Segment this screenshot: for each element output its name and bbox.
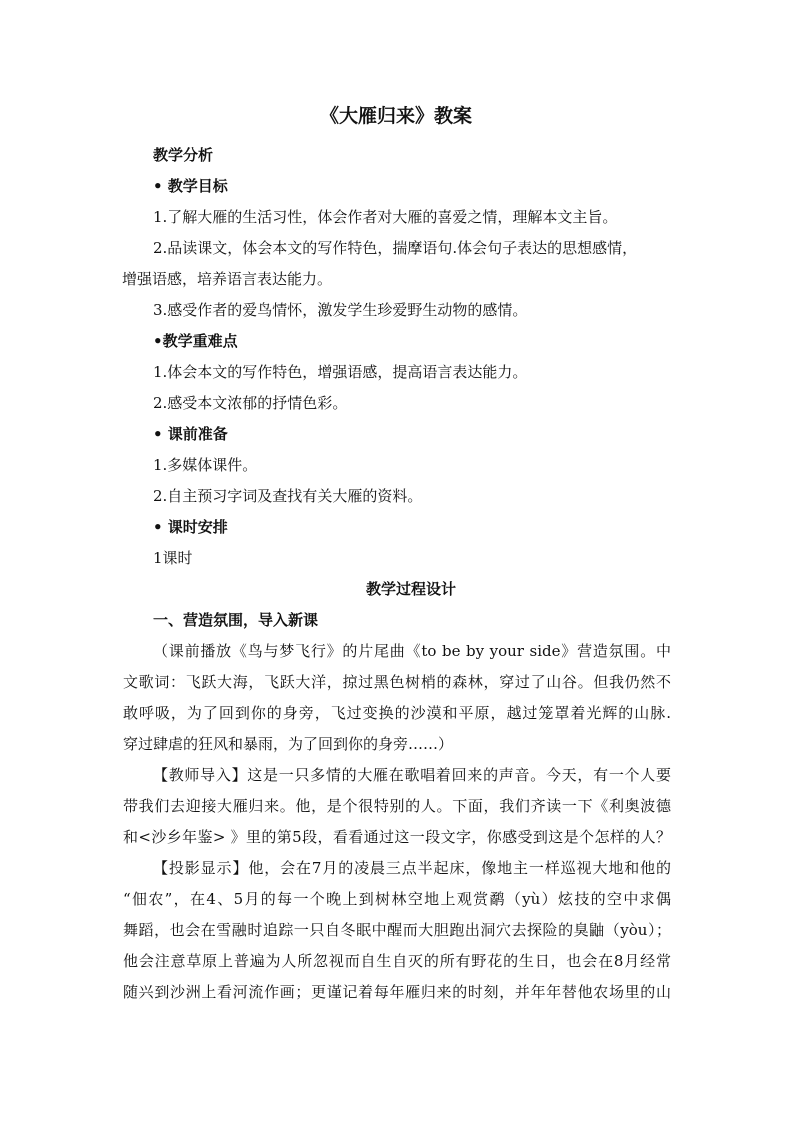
goals-heading: • 教学目标 — [153, 177, 228, 195]
goal-line: 1.了解大雁的生活习性，体会作者对大雁的喜爱之情，理解本文主旨。 — [153, 208, 618, 226]
key-point-line: 1.体会本文的写作特色，增强语感，提高语言表达能力。 — [153, 363, 528, 381]
step1-para1-line: （课前播放《鸟与梦飞行》的片尾曲《to be by your side》营造氛围。中 — [153, 642, 671, 660]
step1-para2-line: 【教师导入】这是一只多情的大雁在歌唱着回来的声音。今天，有一个人要 — [153, 766, 671, 784]
page-title: 《大雁归来》教案 — [320, 105, 473, 127]
analysis-heading: 教学分析 — [153, 146, 214, 164]
step1-para3-line: 随兴到沙洲上看河流作画；更谨记着每年雁归来的时刻，并年年替他农场里的山 — [123, 983, 671, 1001]
step1-para3-line: 舞蹈，也会在雪融时追踪一只自冬眠中醒而大胆跑出洞穴去探险的臭鼬（yòu）； — [123, 921, 671, 939]
goal-line: 2.品读课文，体会本文的写作特色，揣摩语句.体会句子表达的思想感情， — [153, 239, 638, 257]
step1-para1-line: 穿过肆虐的狂风和暴雨，为了回到你的身旁……） — [123, 735, 454, 753]
goal-line: 增强语感，培养语言表达能力。 — [122, 270, 333, 288]
key-points-heading: •教学重难点 — [153, 332, 238, 350]
preparation-line: 1.多媒体课件。 — [153, 456, 258, 474]
step1-para2-line: 带我们去迎接大雁归来。他，是个很特别的人。下面，我们齐读一下《利奥波德 — [123, 797, 671, 815]
key-point-line: 2.感受本文浓郁的抒情色彩。 — [153, 394, 348, 412]
schedule-heading: • 课时安排 — [153, 518, 228, 536]
step1-para1-line: 敢呼吸，为了回到你的身旁，飞过变换的沙漠和平原，越过笼罩着光辉的山脉. — [123, 704, 671, 722]
goal-line: 3.感受作者的爱鸟情怀，激发学生珍爱野生动物的感情。 — [153, 301, 528, 319]
preparation-heading: • 课前准备 — [153, 425, 228, 443]
step1-para3-line: 他会注意草原上普遍为人所忽视而自生自灭的所有野花的生日，也会在8月经常 — [123, 952, 671, 970]
step1-heading: 一、营造氛围，导入新课 — [153, 611, 319, 629]
schedule-value: 1课时 — [153, 549, 193, 567]
step1-para2-line: 和<沙乡年鉴> 》里的第5段，看看通过这一段文字，你感受到这是个怎样的人？ — [123, 828, 671, 846]
step1-para3-line: “佃农”，在4、5月的每一个晚上到树林空地上观赏鹬（yù）炫技的空中求偶 — [123, 890, 671, 908]
step1-para1-line: 文歌词：飞跃大海，飞跃大洋，掠过黑色树梢的森林，穿过了山谷。但我仍然不 — [123, 673, 671, 691]
process-heading: 教学过程设计 — [366, 580, 457, 598]
step1-para3-line: 【投影显示】他，会在7月的凌晨三点半起床，像地主一样巡视大地和他的 — [153, 859, 671, 877]
preparation-line: 2.自主预习字词及查找有关大雁的资料。 — [153, 487, 423, 505]
